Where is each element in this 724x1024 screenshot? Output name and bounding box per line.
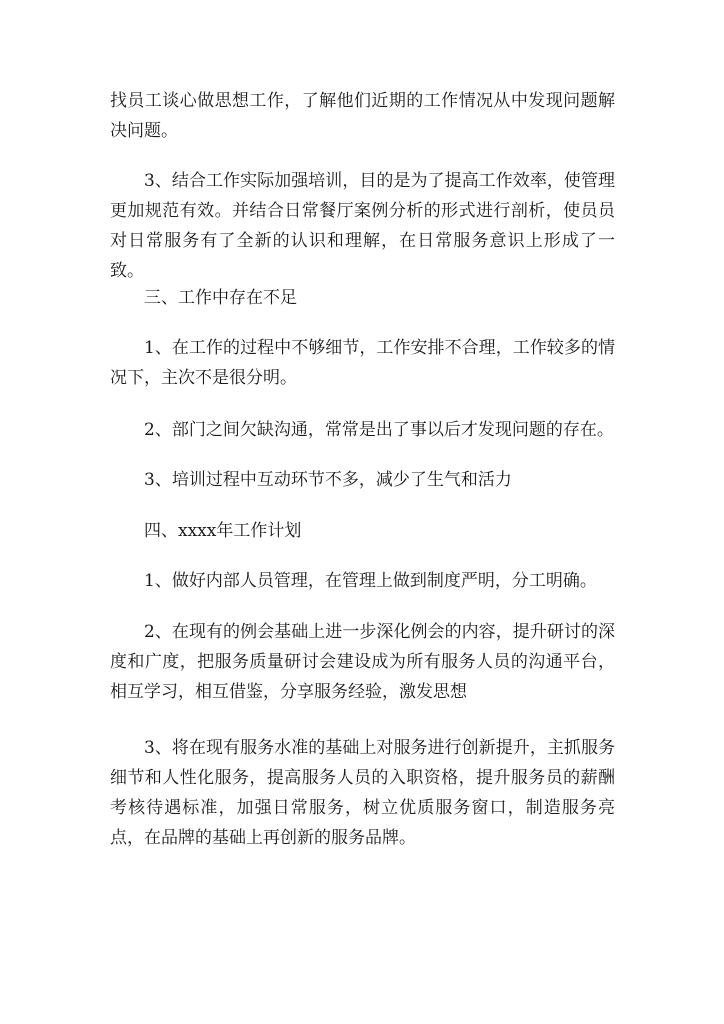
paragraph-plan-3: 3、将在现有服务水准的基础上对服务进行创新提升，主抓服务细节和人性化服务，提高服务人员的入职资格，提升服务员的薪酬考核待遇标准，加强日常服务，树立优质服务窗口，制造服务亮点，在品牌的基础上再创新的服务品牌。 — [110, 738, 615, 848]
paragraph-shortcoming-3: 3、培训过程中互动环节不多，减少了生气和活力 — [144, 470, 512, 490]
paragraph-plan-2: 2、在现有的例会基础上进一步深化例会的内容，提升研讨的深度和广度，把服务质量研讨会建设成为所有服务人员的沟通平台，相互学习，相互借鉴，分享服务经验，激发思想 — [110, 622, 615, 702]
paragraph-training: 3、结合工作实际加强培训，目的是为了提高工作效率，使管理更加规范有效。并结合日常餐厅案例分析的形式进行剖析，使员员对日常服务有了全新的认识和理解，在日常服务意识上形成了一致。 — [110, 171, 615, 281]
paragraph-continuation: 找员工谈心做思想工作，了解他们近期的工作情况从中发现问题解决问题。 — [110, 91, 615, 141]
paragraph-shortcoming-2: 2、部门之间欠缺沟通，常常是出了事以后才发现问题的存在。 — [144, 420, 614, 440]
paragraph-plan-1: 1、做好内部人员管理，在管理上做到制度严明，分工明确。 — [144, 571, 597, 591]
paragraph-shortcoming-1: 1、在工作的过程中不够细节，工作安排不合理，工作较多的情况下，主次不是很分明。 — [110, 338, 615, 388]
section-heading-plan: 四、xxxx年工作计划 — [144, 521, 302, 541]
section-heading-shortcomings: 三、工作中存在不足 — [144, 288, 297, 308]
